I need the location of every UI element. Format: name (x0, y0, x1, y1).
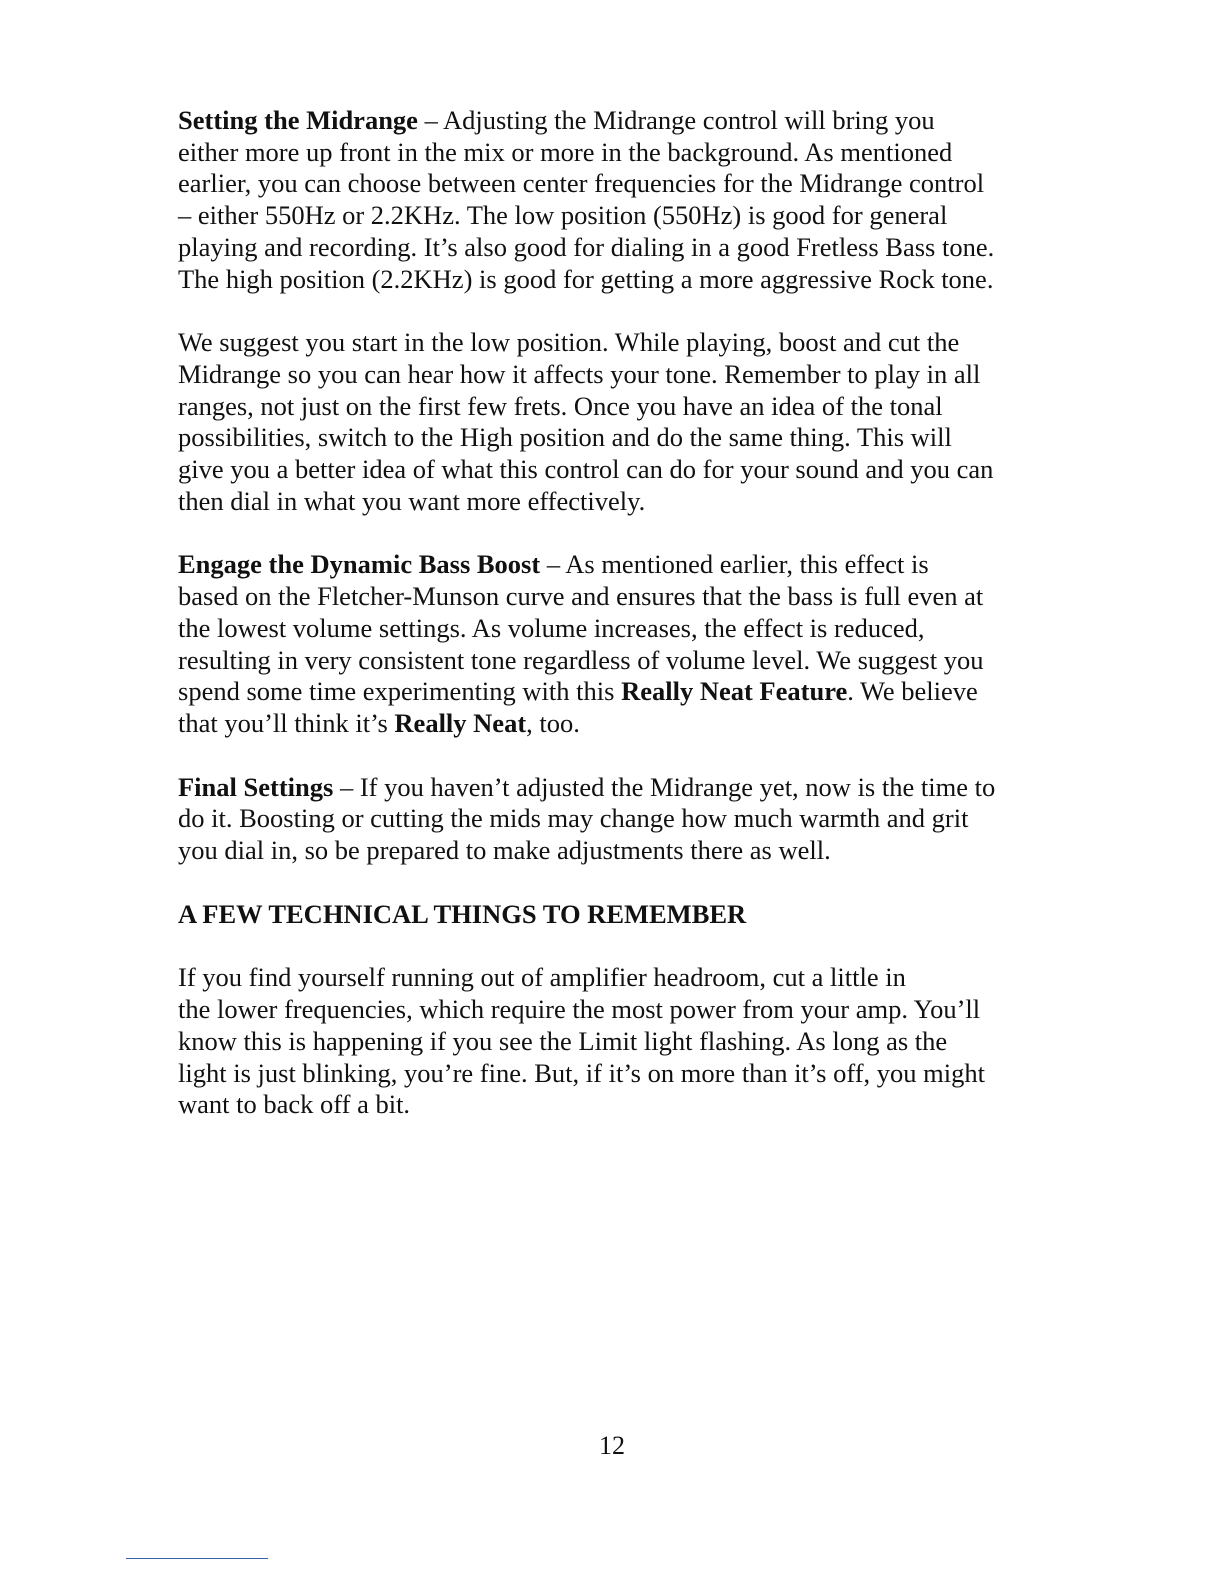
text-line: you dial in, so be prepared to make adjustments there as well. (178, 835, 831, 866)
paragraph-suggest-low-position (178, 327, 1058, 517)
paragraph-amplifier-headroom (178, 962, 1058, 1121)
text-line: We suggest you start in the low position. While playing, boost and cut the (178, 327, 960, 358)
text-line: then dial in what you want more effectively. (178, 485, 646, 516)
text-line: Midrange so you can hear how it affects your tone. Remember to play in all (178, 358, 981, 389)
emphasis-text: Really Neat Feature (621, 676, 848, 707)
text-line: that you’ll think it’s Really Neat, too. (178, 707, 580, 738)
text-line: ranges, not just on the first few frets. Once you have an idea of the tonal (178, 390, 943, 421)
text-line: either more up front in the mix or more in the background. As mentioned (178, 136, 953, 167)
paragraph-title: Setting the Midrange (178, 105, 418, 135)
text-line: spend some time experimenting with this Really Neat Feature. We believe (178, 676, 978, 707)
text-line: give you a better idea of what this control can do for your sound and you can (178, 454, 994, 485)
text-line: playing and recording. It’s also good for dialing in a good Fretless Bass tone. (178, 231, 995, 262)
text-line: want to back off a bit. (178, 1089, 411, 1120)
text-line: Final Settings – If you haven’t adjusted the Midrange yet, now is the time to (178, 771, 996, 802)
text-line: light is just blinking, you’re fine. But, if it’s on more than it’s off, you might (178, 1057, 985, 1088)
page-number: 12 (599, 1431, 625, 1460)
text-line: the lower frequencies, which require the most power from your amp. You’ll (178, 994, 981, 1025)
text-line: earlier, you can choose between center frequencies for the Midrange control (178, 168, 985, 199)
text-line: do it. Boosting or cutting the mids may change how much warmth and grit (178, 803, 969, 834)
paragraph-final-settings (178, 772, 1058, 867)
text-line: The high position (2.2KHz) is good for getting a more aggressive Rock tone. (178, 263, 994, 294)
emphasis-text: Really Neat (394, 707, 527, 738)
paragraph-title: Engage the Dynamic Bass Boost (178, 549, 541, 580)
paragraph-dynamic-bass-boost (178, 549, 1058, 739)
text-line: based on the Fletcher-Munson curve and ensures that the bass is full even at (178, 581, 984, 612)
text-line: resulting in very consistent tone regardless of volume level. We suggest you (178, 644, 984, 675)
text-line: Engage the Dynamic Bass Boost – As mentioned earlier, this effect is (178, 549, 929, 580)
footnote-divider (126, 1558, 268, 1559)
text-line: know this is happening if you see the Limit light flashing. As long as the (178, 1025, 948, 1056)
page-body (178, 105, 1058, 1153)
paragraph-title: Final Settings (178, 771, 334, 802)
text-line: the lowest volume settings. As volume increases, the effect is reduced, (178, 612, 925, 643)
text-line: If you find yourself running out of amplifier headroom, cut a little in (178, 962, 906, 993)
section-heading: A FEW TECHNICAL THINGS TO REMEMBER (178, 898, 747, 929)
text-line: – either 550Hz or 2.2KHz. The low position (550Hz) is good for general (178, 200, 948, 231)
text-line: Setting the Midrange – Adjusting the Midrange control will bring you (178, 105, 935, 135)
paragraph-setting-midrange (178, 105, 1058, 295)
text-line: possibilities, switch to the High position and do the same thing. This will (178, 422, 952, 453)
